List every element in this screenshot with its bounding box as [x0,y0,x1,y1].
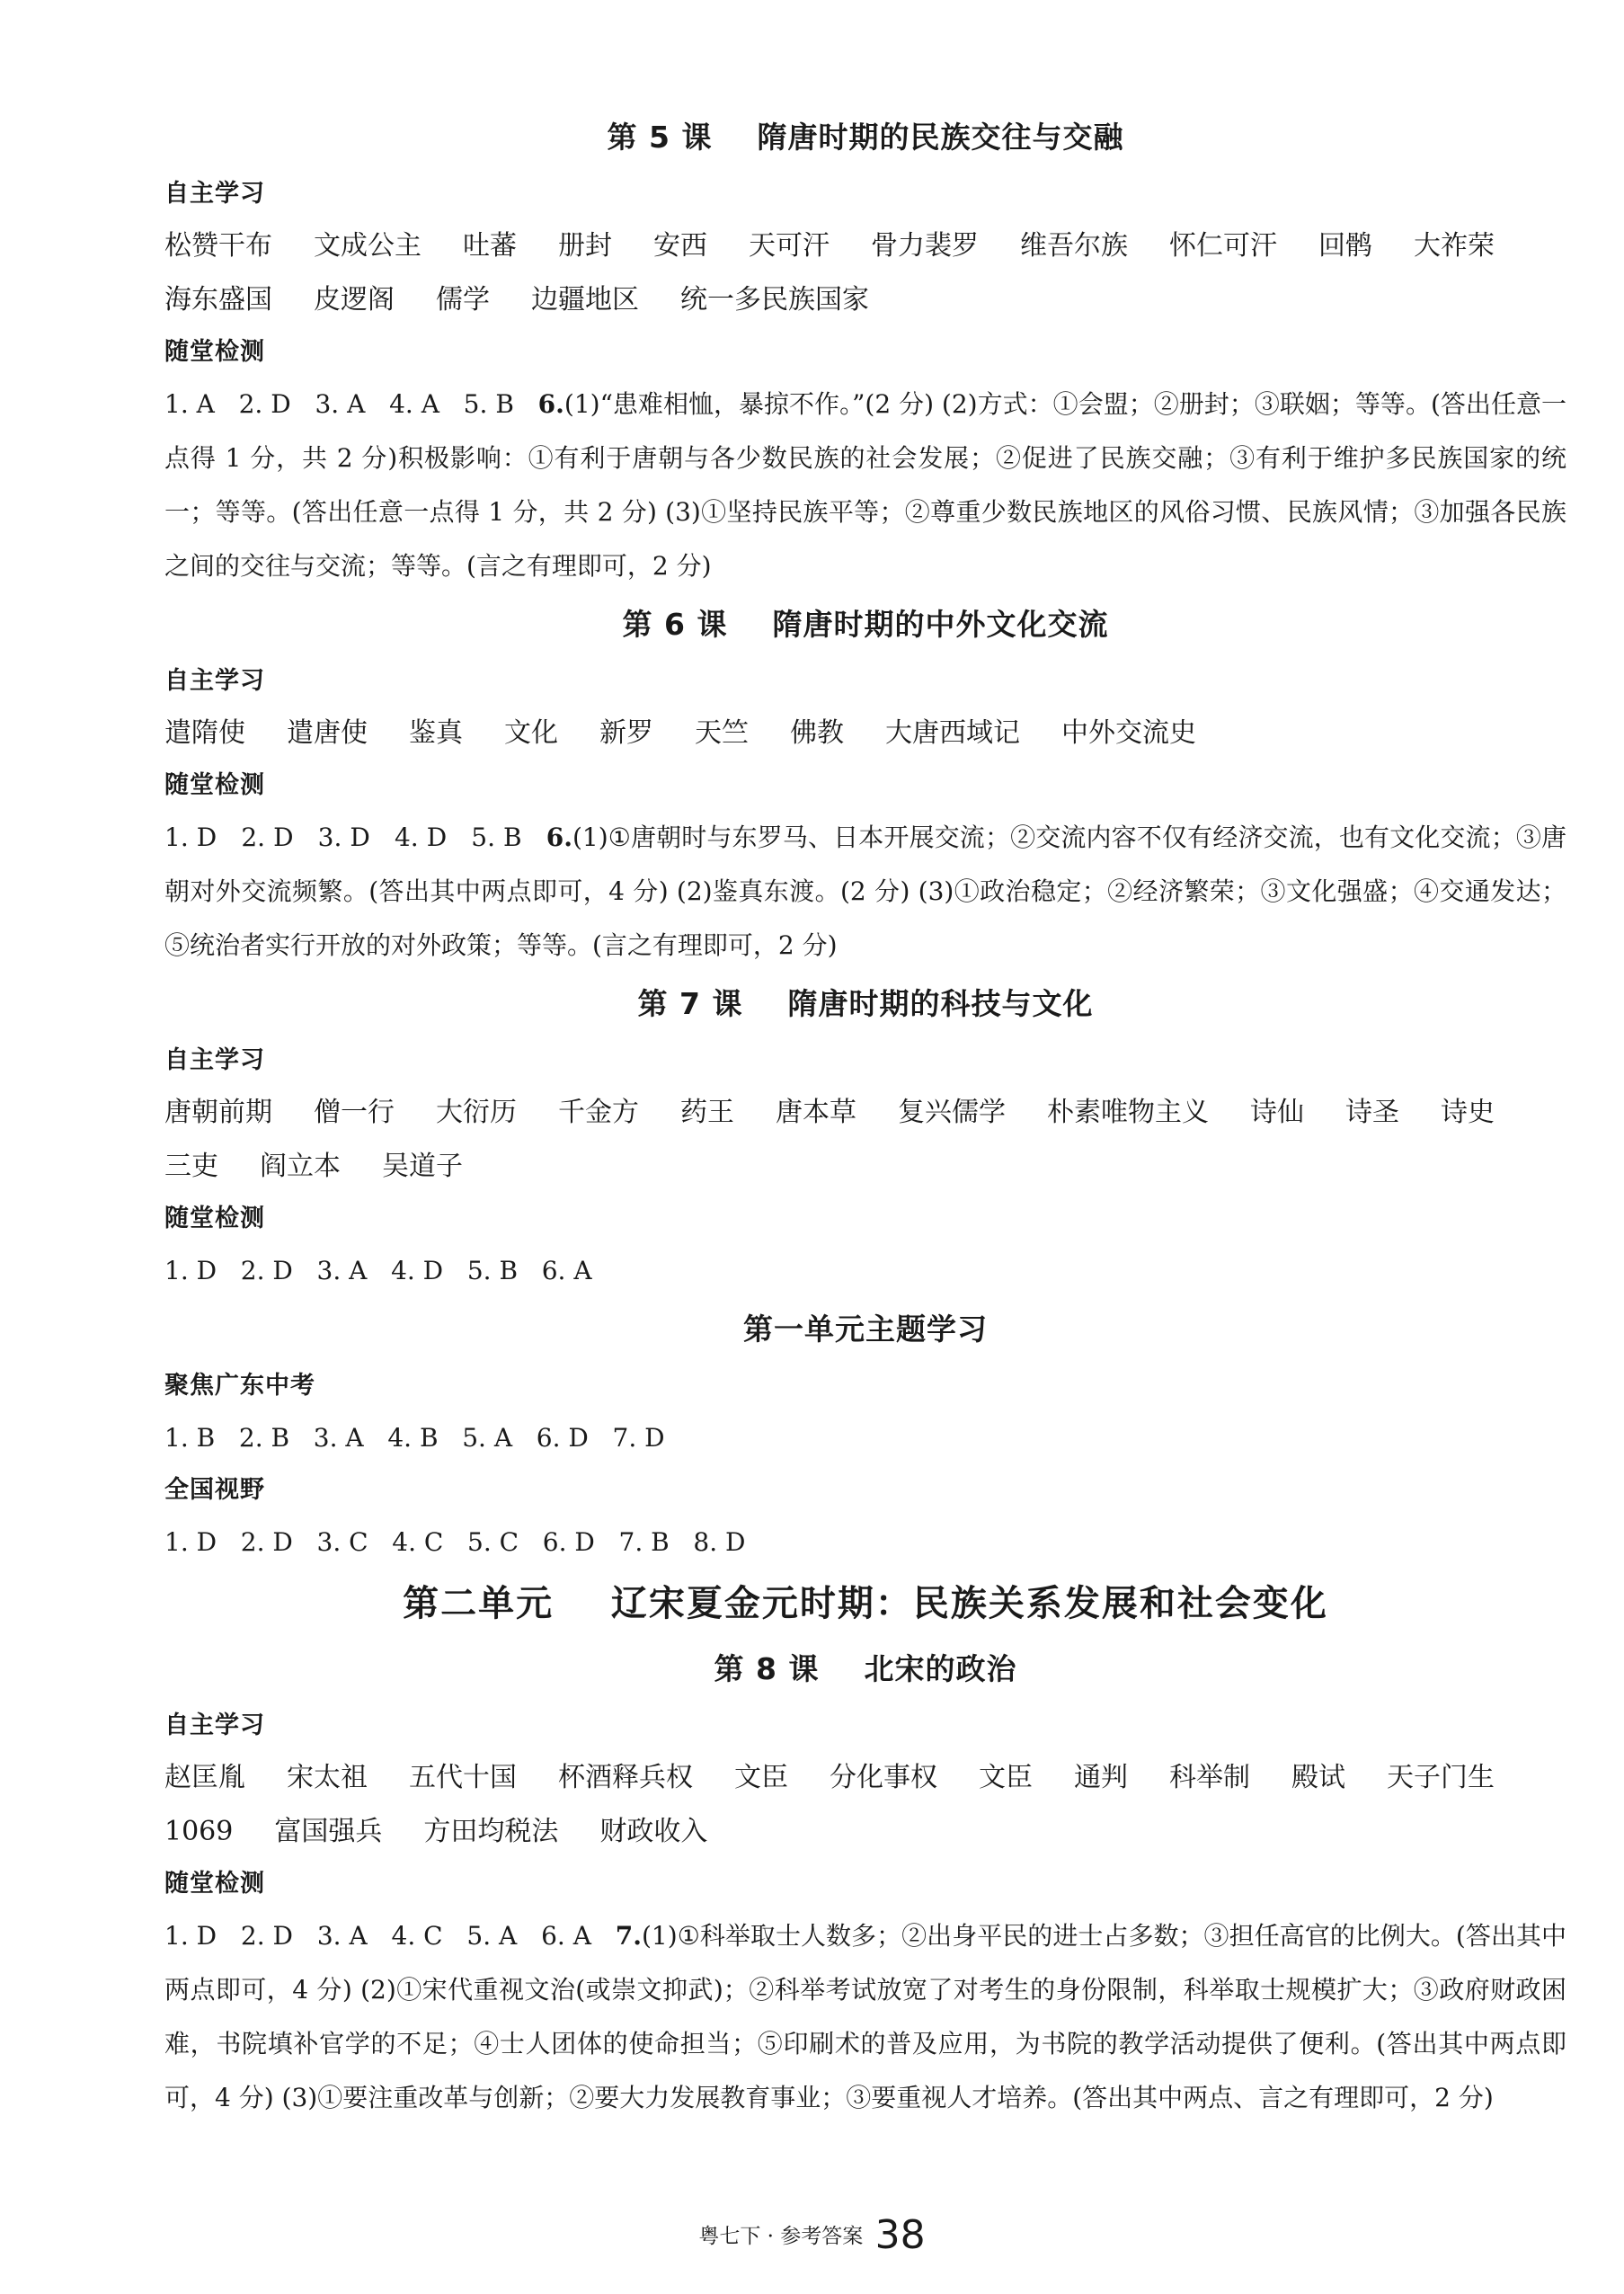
lesson-8-q7-answer: (1)①科举取士人数多；②出身平民的进士占多数；③担任高官的比例大。(答出其中两点即可，4 分) (2)①宋代重视文治(或崇文抑武)；②科举考试放宽了对考生的身份限制，科举取士规模扩大；③政府财政困难，书院填补官学的不足；④士人团体的使命担当；⑤印刷术的普及应用，为书院的教学活动提供了便利。(答出其中两点即可，4 分) (3)①要注重改革与创新；②要大力发展教育事业；③要重视人才培养。(答出其中两点、言之有理即可，2 分) [164,1921,1566,2112]
term-item: 方田均税法 [423,1816,559,1847]
term-item: 维吾尔族 [1020,230,1128,262]
term-item: 文化 [504,717,558,749]
lesson-5-section [164,106,1566,593]
term-item: 吴道子 [382,1151,463,1182]
lesson-8-section [164,1638,1566,2125]
term-item: 遣唐使 [287,717,368,749]
lesson-5-zizhu-heading: 自主学习 [164,180,265,208]
page-footer [0,2212,1624,2258]
term-item: 天竺 [695,717,749,749]
lesson-7-section [164,973,1566,1298]
lesson-8-q7-number: 7. [615,1921,642,1951]
unit-1-theme-section [164,1298,1566,1569]
lesson-6-title: 第 6 课 隋唐时期的中外文化交流 [622,607,1109,642]
term-item: 文臣 [734,1762,788,1793]
term-item: 骨力裴罗 [871,230,979,262]
lesson-7-title: 第 7 课 隋唐时期的科技与文化 [637,986,1094,1021]
term-item: 药王 [680,1097,734,1128]
page-number: 38 [874,2212,926,2258]
term-item: 鉴真 [409,717,463,749]
term-item: 大祚荣 [1414,230,1495,262]
term-item: 回鹘 [1318,230,1372,262]
term-item: 吐蕃 [463,230,517,262]
term-item: 边疆地区 [531,284,639,316]
lesson-6-terms [164,707,1566,760]
term-item: 佛教 [790,717,844,749]
term-item: 通判 [1074,1762,1128,1793]
lesson-7-zizhu-heading: 自主学习 [164,1046,265,1074]
term-item: 松赞干布 [164,230,272,262]
term-item: 大唐西域记 [885,717,1020,749]
lesson-7-mc: 1. D 2. D 3. A 4. D 5. B 6. A [164,1256,592,1285]
guangdong-mc: 1. B 2. B 3. A 4. B 5. A 6. D 7. D [164,1423,665,1453]
term-item: 僧一行 [314,1097,395,1128]
lesson-8-suitang-heading: 随堂检测 [164,1870,265,1898]
guangdong-heading: 聚焦广东中考 [164,1372,315,1400]
term-item: 皮逻阁 [314,284,395,316]
lesson-5-suitang-heading: 随堂检测 [164,338,265,366]
term-item: 唐朝前期 [164,1097,272,1128]
unit-1-theme-title: 第一单元主题学习 [743,1311,988,1347]
term-item: 天子门生 [1387,1762,1495,1793]
term-item: 儒学 [436,284,490,316]
lesson-8-mc: 1. D 2. D 3. A 4. C 5. A 6. A [164,1921,616,1951]
term-item: 殿试 [1291,1762,1345,1793]
lesson-6-q6-answer: (1)①唐朝时与东罗马、日本开展交流；②交流内容不仅有经济交流，也有文化交流；③唐朝对外交流频繁。(答出其中两点即可，4 分) (2)鉴真东渡。(2 分) (3)①政治稳定；②经济繁荣；③文化强盛；④交通发达；⑤统治者实行开放的对外政策；等等。(言之有理即可，2 分) [164,822,1566,960]
term-item: 科举制 [1169,1762,1250,1793]
term-item: 朴素唯物主义 [1047,1097,1209,1128]
lesson-8-terms [164,1751,1566,1859]
term-item: 中外交流史 [1061,717,1196,749]
footer-label: 粤七下 · 参考答案 [698,2225,864,2248]
lesson-6-suitang-heading: 随堂检测 [164,771,265,799]
lesson-5-q6-answer: (1)“患难相恤，暴掠不作。”(2 分) (2)方式：①会盟；②册封；③联姻；等等。(答出任意一点得 1 分，共 2 分)积极影响：①有利于唐朝与各少数民族的社会发展；②促进了民族交融；③有利于维护多民族国家的统一；等等。(答出任意一点得 1 分，共 2 分) (3)①坚持民族平等；②尊重少数民族地区的风俗习惯、民族风情；③加强各民族之间的交往与交流；等等。(言之有理即可，2 分) [164,389,1566,581]
page-content [164,106,1566,2125]
term-item: 海东盛国 [164,284,272,316]
term-item: 遣隋使 [164,717,245,749]
lesson-7-answers [164,1244,1566,1298]
term-item: 分化事权 [830,1762,937,1793]
lesson-5-mc: 1. A 2. D 3. A 4. A 5. B [164,389,538,419]
term-item: 1069 [164,1816,234,1847]
term-item: 统一多民族国家 [680,284,869,316]
term-item: 诗圣 [1345,1097,1399,1128]
lesson-8-title: 第 8 课 北宋的政治 [714,1651,1017,1686]
lesson-6-answers [164,811,1566,973]
term-item: 赵匡胤 [164,1762,245,1793]
term-item: 财政收入 [599,1816,708,1847]
lesson-5-answers [164,378,1566,593]
term-item: 诗史 [1441,1097,1495,1128]
term-item: 五代十国 [409,1762,517,1793]
lesson-7-terms [164,1086,1566,1194]
lesson-5-q6-number: 6. [537,389,564,419]
lesson-7-suitang-heading: 随堂检测 [164,1205,265,1232]
term-item: 三吏 [164,1151,218,1182]
term-item: 富国强兵 [274,1816,383,1847]
national-mc: 1. D 2. D 3. C 4. C 5. C 6. D 7. B 8. D [164,1527,746,1557]
term-item: 大衍历 [436,1097,517,1128]
lesson-6-zizhu-heading: 自主学习 [164,667,265,695]
lesson-8-answers [164,1909,1566,2125]
term-item: 册封 [558,230,612,262]
term-item: 唐本草 [776,1097,856,1128]
guangdong-answers [164,1411,1566,1465]
term-item: 杯酒释兵权 [558,1762,693,1793]
lesson-6-section [164,593,1566,973]
unit-2-title: 第二单元 辽宋夏金元时期：民族关系发展和社会变化 [403,1583,1328,1624]
term-item: 千金方 [558,1097,639,1128]
lesson-5-title: 第 5 课 隋唐时期的民族交往与交融 [607,120,1124,155]
term-item: 宋太祖 [287,1762,368,1793]
term-item: 诗仙 [1250,1097,1304,1128]
term-item: 安西 [653,230,707,262]
lesson-6-q6-number: 6. [546,822,572,852]
national-heading: 全国视野 [164,1476,265,1504]
term-item: 新罗 [599,717,653,749]
term-item: 复兴儒学 [898,1097,1006,1128]
term-item: 怀仁可汗 [1169,230,1277,262]
lesson-5-terms [164,219,1566,327]
lesson-8-zizhu-heading: 自主学习 [164,1712,265,1739]
term-item: 阎立本 [260,1151,341,1182]
term-item: 文臣 [979,1762,1033,1793]
term-item: 天可汗 [749,230,830,262]
national-answers [164,1516,1566,1569]
term-item: 文成公主 [314,230,422,262]
lesson-6-mc: 1. D 2. D 3. D 4. D 5. B [164,822,546,852]
